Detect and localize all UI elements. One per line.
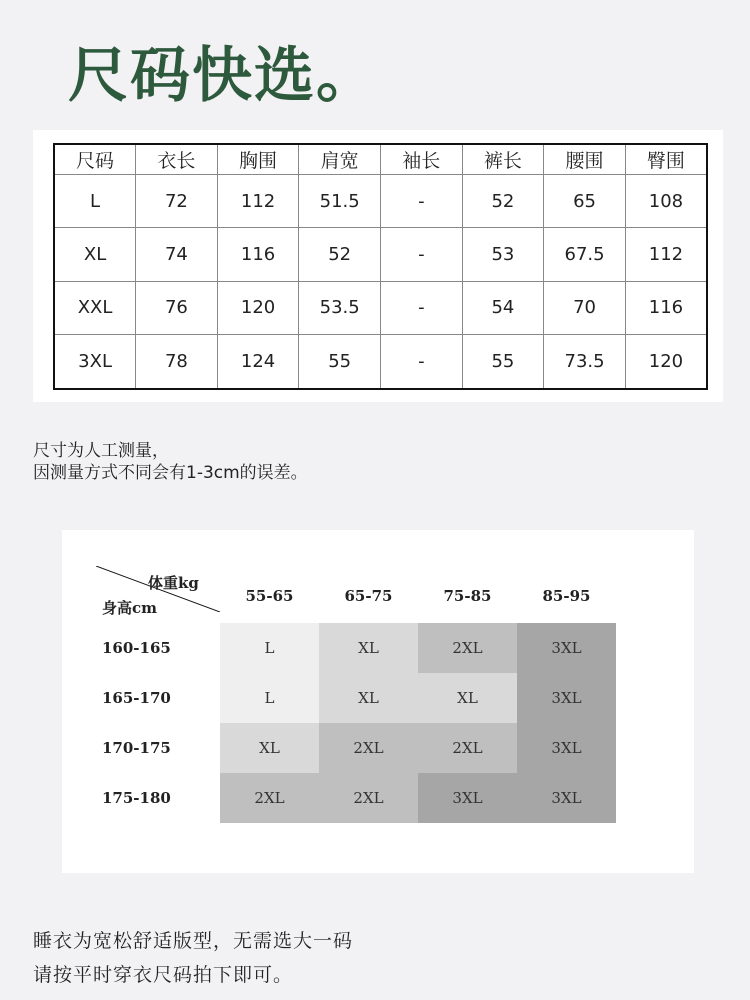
size-chart-card — [33, 130, 723, 402]
table-cell: 52 — [462, 175, 544, 228]
recommended-size-cell: 3XL — [418, 773, 517, 823]
size-recommendation-card — [62, 530, 694, 873]
table-cell: 52 — [299, 228, 381, 281]
size-chart-header-row — [54, 144, 707, 175]
table-cell: 73.5 — [544, 335, 626, 389]
table-cell: XL — [54, 228, 136, 281]
table-cell: 76 — [136, 281, 218, 334]
recommended-size-cell: 2XL — [319, 723, 418, 773]
recommended-size-cell: L — [220, 673, 319, 723]
size-chart-table — [53, 143, 708, 390]
table-cell: 116 — [625, 281, 707, 334]
table-cell: - — [381, 335, 463, 389]
table-row — [54, 175, 707, 228]
table-cell: 112 — [217, 175, 299, 228]
table-cell: 120 — [217, 281, 299, 334]
table-cell: 67.5 — [544, 228, 626, 281]
table-cell: XXL — [54, 281, 136, 334]
table-cell: 78 — [136, 335, 218, 389]
header-size: 尺码 — [54, 144, 136, 175]
recommended-size-cell: XL — [418, 673, 517, 723]
page-title: 尺码快选。 — [68, 41, 378, 111]
table-row — [54, 228, 707, 281]
height-axis-label: 身高cm — [102, 599, 158, 617]
header-waist: 腰围 — [544, 144, 626, 175]
recommended-size-cell: 3XL — [517, 673, 616, 723]
measurement-note-line: 尺寸为人工测量， — [33, 441, 169, 461]
fit-note-line: 睡衣为宽松舒适版型，无需选大一码 — [33, 930, 354, 952]
recommended-size-cell: 2XL — [418, 623, 517, 673]
table-cell: - — [381, 228, 463, 281]
table-cell: 72 — [136, 175, 218, 228]
table-row — [54, 335, 707, 389]
recommended-size-cell: XL — [319, 673, 418, 723]
recommended-size-cell: 2XL — [319, 773, 418, 823]
height-range-header: 175-180 — [102, 789, 171, 807]
table-cell: 54 — [462, 281, 544, 334]
fit-note — [33, 924, 353, 992]
header-chest: 胸围 — [217, 144, 299, 175]
fit-note-line: 请按平时穿衣尺码拍下即可。 — [33, 964, 294, 986]
header-sleeve: 袖长 — [381, 144, 463, 175]
table-cell: 112 — [625, 228, 707, 281]
recommended-size-cell: XL — [220, 723, 319, 773]
table-cell: 108 — [625, 175, 707, 228]
table-cell: 70 — [544, 281, 626, 334]
weight-range-header: 85-95 — [542, 587, 591, 605]
recommended-size-cell: L — [220, 623, 319, 673]
table-cell: 55 — [299, 335, 381, 389]
recommended-size-cell: 3XL — [517, 723, 616, 773]
measurement-note-line: 因测量方式不同会有1-3cm的误差。 — [33, 463, 308, 483]
height-range-header: 165-170 — [102, 689, 171, 707]
table-cell: 120 — [625, 335, 707, 389]
table-cell: 55 — [462, 335, 544, 389]
recommended-size-cell: XL — [319, 623, 418, 673]
table-cell: 116 — [217, 228, 299, 281]
table-cell: 3XL — [54, 335, 136, 389]
table-cell: 74 — [136, 228, 218, 281]
measurement-note — [33, 440, 308, 484]
header-length: 衣长 — [136, 144, 218, 175]
table-cell: 65 — [544, 175, 626, 228]
header-hip: 臀围 — [625, 144, 707, 175]
recommended-size-cell: 2XL — [418, 723, 517, 773]
recommended-size-cell: 2XL — [220, 773, 319, 823]
height-range-header: 160-165 — [102, 639, 171, 657]
table-cell: L — [54, 175, 136, 228]
table-cell: - — [381, 175, 463, 228]
weight-range-header: 75-85 — [443, 587, 492, 605]
height-range-header: 170-175 — [102, 739, 171, 757]
table-cell: 124 — [217, 335, 299, 389]
table-cell: - — [381, 281, 463, 334]
table-cell: 53.5 — [299, 281, 381, 334]
header-shoulder: 肩宽 — [299, 144, 381, 175]
weight-axis-label: 体重kg — [148, 574, 199, 592]
weight-range-header: 55-65 — [245, 587, 294, 605]
table-cell: 51.5 — [299, 175, 381, 228]
table-row — [54, 281, 707, 334]
recommended-size-cell: 3XL — [517, 773, 616, 823]
table-cell: 53 — [462, 228, 544, 281]
weight-range-header: 65-75 — [344, 587, 393, 605]
header-pants-length: 裤长 — [462, 144, 544, 175]
recommended-size-cell: 3XL — [517, 623, 616, 673]
